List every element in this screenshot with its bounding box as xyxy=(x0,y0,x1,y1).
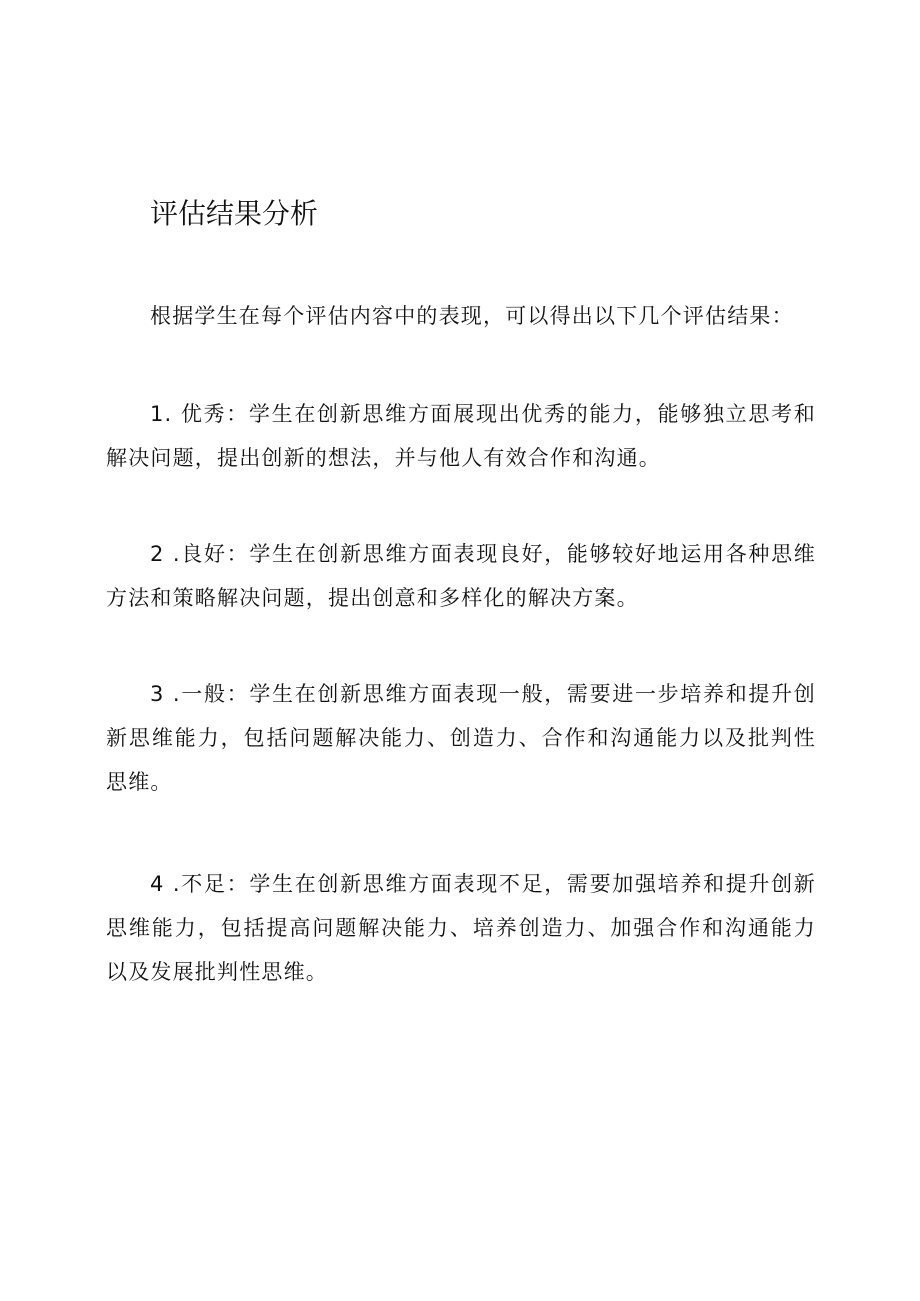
section-heading: 评估结果分析 xyxy=(150,196,319,230)
result-item-average: 3 .一般：学生在创新思维方面表现一般，需要进一步培养和提升创新思维能力，包括问题解决能力、创造力、合作和沟通能力以及批判性思维。 xyxy=(106,682,816,794)
result-item-good: 2 .良好：学生在创新思维方面表现良好，能够较好地运用各种思维方法和策略解决问题，提出创意和多样化的解决方案。 xyxy=(106,542,816,610)
result-item-excellent: 1. 优秀：学生在创新思维方面展现出优秀的能力，能够独立思考和解决问题，提出创新的想法，并与他人有效合作和沟通。 xyxy=(106,402,816,470)
result-item-insufficient: 4 .不足：学生在创新思维方面表现不足，需要加强培养和提升创新思维能力，包括提高问题解决能力、培养创造力、加强合作和沟通能力以及发展批判性思维。 xyxy=(106,872,816,984)
intro-paragraph: 根据学生在每个评估内容中的表现，可以得出以下几个评估结果： xyxy=(150,304,794,328)
